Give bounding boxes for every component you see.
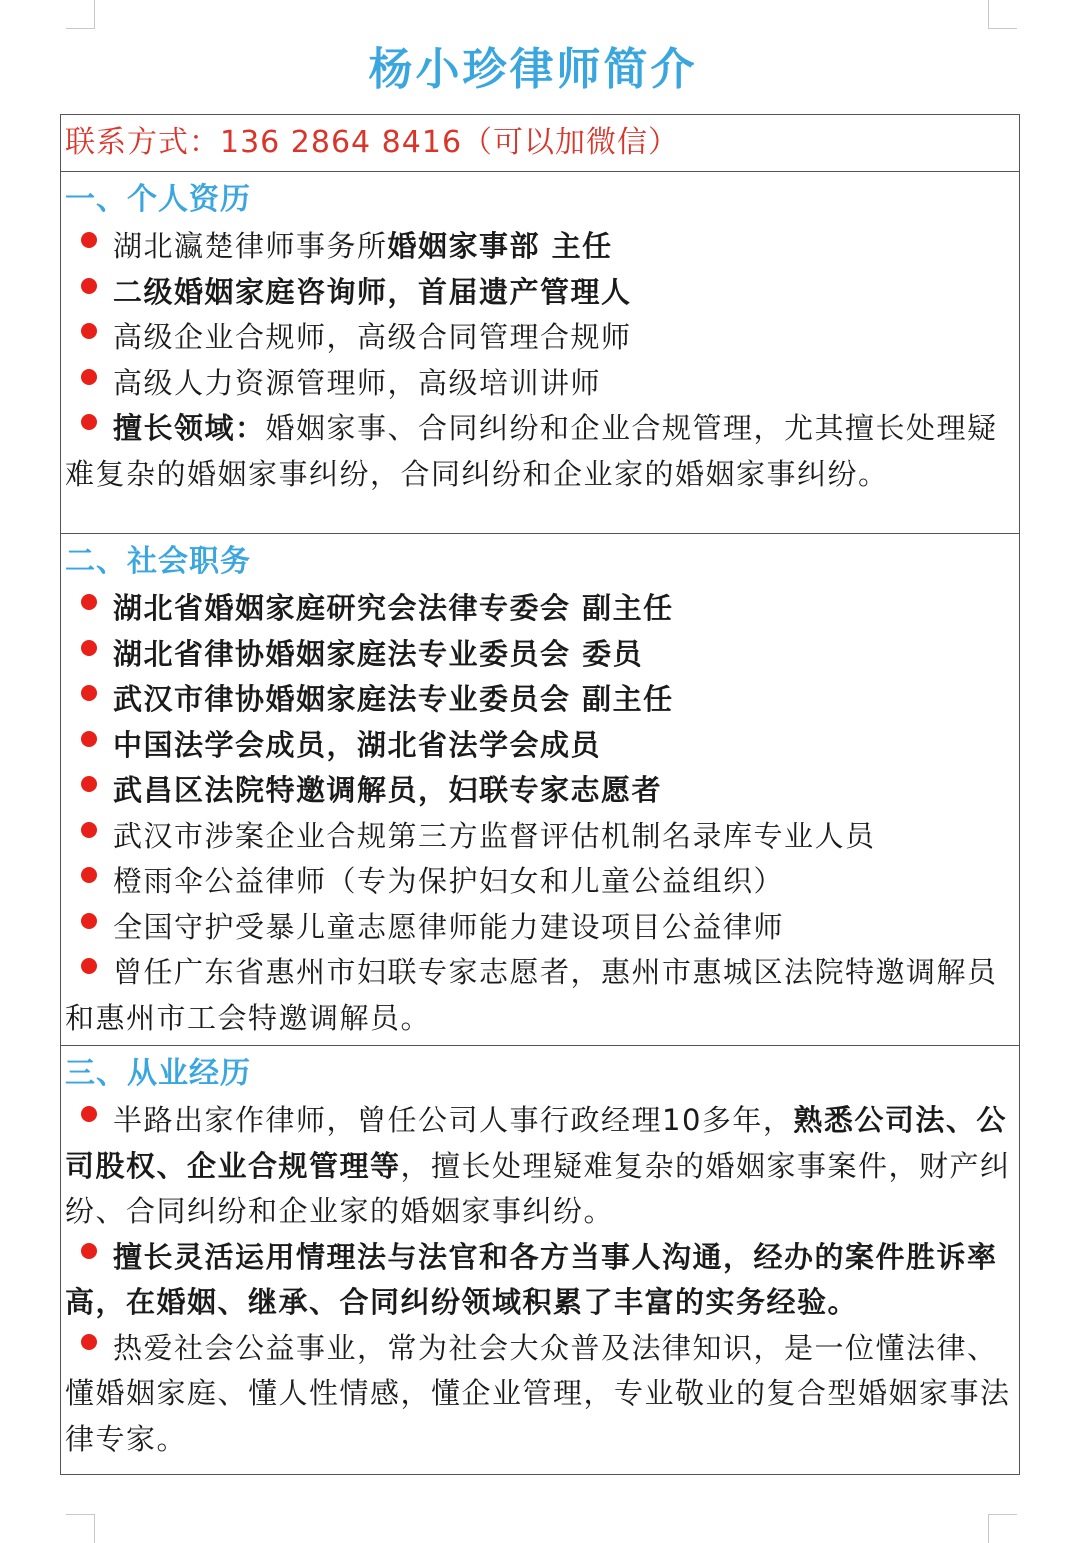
section-social-positions xyxy=(61,534,1019,1046)
bullet-icon xyxy=(81,414,97,430)
crop-mark-top-right xyxy=(988,0,1017,29)
item-text: 橙雨伞公益律师（专为保护妇女和儿童公益组织） xyxy=(113,864,785,898)
list-item xyxy=(65,677,1015,723)
item-text: 全国守护受暴儿童志愿律师能力建设项目公益律师 xyxy=(113,909,785,944)
crop-mark-bottom-right xyxy=(988,1514,1017,1543)
item-list xyxy=(65,586,1015,1041)
item-text: 曾任广东省惠州市妇联专家志愿者，惠州市惠城区法院特邀调解员和惠州市工会特邀调解员。 xyxy=(65,955,998,1035)
bullet-icon xyxy=(81,776,97,792)
bold-text: 武昌区法院特邀调解员，妇联专家志愿者 xyxy=(113,773,663,807)
bold-text: 二级婚姻家庭咨询师，首届遗产管理人 xyxy=(113,274,632,309)
page-title: 杨小珍律师简介 xyxy=(368,44,698,95)
bullet-icon xyxy=(81,958,97,974)
bullet-icon xyxy=(81,1243,97,1259)
bold-text: 湖北省婚姻家庭研究会法律专委会 副主任 xyxy=(113,591,674,625)
section-personal-qualifications xyxy=(61,172,1019,534)
item-text: 武汉市涉案企业合规第三方监督评估机制名录库专业人员 xyxy=(113,818,876,853)
bold-text: 武汉市律协婚姻家庭法专业委员会 副主任 xyxy=(113,682,674,716)
bullet-icon xyxy=(81,913,97,929)
list-item xyxy=(65,1235,1015,1326)
crop-mark-top-left xyxy=(66,0,95,29)
bold-text: 湖北省律协婚姻家庭法专业委员会 委员 xyxy=(113,636,644,671)
list-item xyxy=(65,768,1015,814)
list-item xyxy=(65,905,1015,951)
bullet-icon xyxy=(81,323,97,339)
contact-info: 联系方式：136 2864 8416（可以加微信） xyxy=(61,115,1019,172)
item-list xyxy=(65,224,1015,497)
bullet-icon xyxy=(81,685,97,701)
list-item xyxy=(65,723,1015,769)
list-item xyxy=(65,814,1015,860)
bullet-icon xyxy=(81,278,97,294)
item-text: 湖北瀛楚律师事务所 xyxy=(113,229,388,263)
list-item xyxy=(65,361,1015,407)
profile-table xyxy=(60,114,1020,1475)
list-item xyxy=(65,632,1015,678)
bullet-icon xyxy=(81,1106,97,1122)
bold-text: 擅长灵活运用情理法与法官和各方当事人沟通，经办的案件胜诉率高，在婚姻、继承、合同纠纷领域积累了丰富的实务经验。 xyxy=(65,1239,998,1319)
bullet-icon xyxy=(81,822,97,838)
list-item xyxy=(65,224,1015,270)
list-item xyxy=(65,315,1015,361)
item-text: 热爱社会公益事业，常为社会大众普及法律知识，是一位懂法律、懂婚姻家庭、懂人性情感，懂企业管理，专业敬业的复合型婚姻家事法律专家。 xyxy=(65,1330,1011,1456)
item-text: 高级人力资源管理师，高级培训讲师 xyxy=(113,365,602,400)
bold-text: 婚姻家事部 主任 xyxy=(387,229,613,263)
section-title: 一、个人资历 xyxy=(65,182,251,217)
bullet-icon xyxy=(81,232,97,248)
bold-text: 熟悉公司法、公司股权、企业合规管理等 xyxy=(65,1103,1007,1183)
bold-text: 中国法学会成员，湖北省法学会成员 xyxy=(113,727,602,762)
bold-text: 擅长领域： xyxy=(113,411,266,445)
section-work-experience xyxy=(61,1046,1019,1474)
list-item xyxy=(65,859,1015,905)
list-item xyxy=(65,1326,1015,1463)
bullet-icon xyxy=(81,1334,97,1350)
item-text: 婚姻家事、合同纠纷和企业合规管理，尤其擅长处理疑难复杂的婚姻家事纠纷，合同纠纷和企业家的婚姻家事纠纷。 xyxy=(65,411,998,491)
list-item xyxy=(65,270,1015,316)
bullet-icon xyxy=(81,867,97,883)
bullet-icon xyxy=(81,731,97,747)
bullet-icon xyxy=(81,369,97,385)
crop-mark-bottom-left xyxy=(66,1514,95,1543)
list-item xyxy=(65,406,1015,497)
bullet-icon xyxy=(81,640,97,656)
section-title: 三、从业经历 xyxy=(65,1056,251,1091)
section-title: 二、社会职务 xyxy=(65,544,251,579)
item-text: 半路出家作律师，曾任公司人事行政经理10多年， xyxy=(113,1103,794,1137)
list-item xyxy=(65,1098,1015,1235)
item-text: ，擅长处理疑难复杂的婚姻家事案件，财产纠纷、合同纠纷和企业家的婚姻家事纠纷。 xyxy=(65,1148,1011,1228)
item-list xyxy=(65,1098,1015,1462)
list-item xyxy=(65,950,1015,1041)
bullet-icon xyxy=(81,594,97,610)
item-text: 高级企业合规师，高级合同管理合规师 xyxy=(113,320,632,354)
list-item xyxy=(65,586,1015,632)
